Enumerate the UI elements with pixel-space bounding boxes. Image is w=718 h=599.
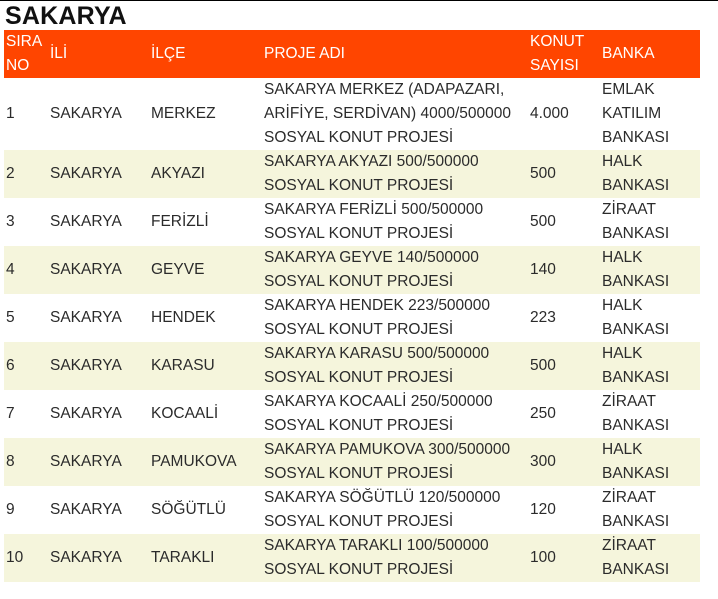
cell-sira-no: 9 [6, 501, 15, 518]
cell-sira-no: 6 [4, 342, 48, 390]
cell-banka: ZİRAAT BANKASI [602, 201, 670, 242]
table-body [4, 78, 700, 582]
cell-konut-sayisi: 120 [530, 501, 556, 518]
header-row [4, 30, 700, 78]
table-row [4, 534, 700, 582]
table-row [4, 246, 700, 294]
cell-banka: ZİRAAT BANKASI [600, 534, 700, 582]
cell-banka: HALK BANKASI [600, 438, 700, 486]
table-row [4, 78, 700, 150]
cell-ilce: HENDEK [151, 309, 216, 326]
cell-ili: SAKARYA [50, 105, 122, 122]
table-row [4, 294, 700, 342]
cell-sira-no: 2 [4, 150, 48, 198]
cell-banka: HALK BANKASI [600, 246, 700, 294]
cell-proje-adi: SAKARYA TARAKLI 100/500000 SOSYAL KONUT PROJESİ [262, 534, 528, 582]
cell-konut-sayisi: 223 [530, 309, 556, 326]
cell-proje-adi: SAKARYA KOCAALİ 250/500000 SOSYAL KONUT PROJESİ [264, 393, 493, 434]
cell-proje-adi: SAKARYA MERKEZ (ADAPAZARI, ARİFİYE, SERDİVAN) 4000/500000 SOSYAL KONUT PROJESİ [264, 81, 511, 146]
cell-sira-no: 1 [6, 105, 15, 122]
cell-banka: ZİRAAT BANKASI [602, 393, 670, 434]
cell-konut-sayisi: 300 [528, 438, 600, 486]
cell-banka: HALK BANKASI [600, 150, 700, 198]
top-divider [0, 0, 718, 1]
column-header-banka: BANKA [600, 30, 700, 78]
column-header-konut-sayisi: KONUT SAYISI [528, 30, 600, 78]
column-header-sira-no: SIRA NO [4, 30, 48, 78]
cell-banka: HALK BANKASI [600, 342, 700, 390]
cell-sira-no: 7 [6, 405, 15, 422]
cell-ili: SAKARYA [50, 213, 122, 230]
cell-banka: HALK BANKASI [602, 297, 670, 338]
table-row [4, 342, 700, 390]
cell-proje-adi: SAKARYA AKYAZI 500/500000 SOSYAL KONUT PROJESİ [262, 150, 528, 198]
table-row [4, 150, 700, 198]
cell-sira-no: 3 [6, 213, 15, 230]
cell-ilce: KOCAALİ [151, 405, 219, 422]
cell-ilce: PAMUKOVA [149, 438, 262, 486]
cell-proje-adi: SAKARYA FERİZLİ 500/500000 SOSYAL KONUT PROJESİ [264, 201, 484, 242]
cell-ilce: AKYAZI [149, 150, 262, 198]
cell-konut-sayisi: 500 [528, 342, 600, 390]
cell-konut-sayisi: 4.000 [530, 105, 569, 122]
cell-konut-sayisi: 500 [530, 213, 556, 230]
page-title: SAKARYA [5, 2, 127, 30]
cell-ilce: FERİZLİ [151, 213, 209, 230]
cell-ilce: SÖĞÜTLÜ [151, 501, 226, 518]
cell-ilce: TARAKLI [149, 534, 262, 582]
table-row [4, 438, 700, 486]
column-header-ilce: İLÇE [149, 30, 262, 78]
housing-projects-table [4, 30, 700, 582]
cell-ilce: GEYVE [149, 246, 262, 294]
cell-sira-no: 10 [4, 534, 48, 582]
cell-ili: SAKARYA [48, 342, 149, 390]
cell-ili: SAKARYA [50, 405, 122, 422]
cell-proje-adi: SAKARYA HENDEK 223/500000 SOSYAL KONUT PROJESİ [264, 297, 491, 338]
cell-sira-no: 4 [4, 246, 48, 294]
cell-sira-no: 8 [4, 438, 48, 486]
cell-proje-adi: SAKARYA KARASU 500/500000 SOSYAL KONUT PROJESİ [262, 342, 528, 390]
cell-ilce: KARASU [149, 342, 262, 390]
cell-ili: SAKARYA [48, 150, 149, 198]
cell-konut-sayisi: 250 [530, 405, 556, 422]
column-header-proje-adi: PROJE ADI [262, 30, 528, 78]
cell-banka: ZİRAAT BANKASI [602, 489, 670, 530]
cell-konut-sayisi: 140 [528, 246, 600, 294]
cell-ili: SAKARYA [50, 501, 122, 518]
cell-proje-adi: SAKARYA GEYVE 140/500000 SOSYAL KONUT PROJESİ [262, 246, 528, 294]
cell-ilce: MERKEZ [151, 105, 216, 122]
table-header [4, 30, 700, 78]
cell-ili: SAKARYA [50, 309, 122, 326]
cell-ili: SAKARYA [48, 534, 149, 582]
cell-proje-adi: SAKARYA PAMUKOVA 300/500000 SOSYAL KONUT PROJESİ [262, 438, 528, 486]
table-row [4, 486, 700, 534]
cell-proje-adi: SAKARYA SÖĞÜTLÜ 120/500000 SOSYAL KONUT PROJESİ [264, 489, 501, 530]
cell-ili: SAKARYA [48, 246, 149, 294]
cell-ili: SAKARYA [48, 438, 149, 486]
cell-sira-no: 5 [6, 309, 15, 326]
cell-konut-sayisi: 100 [528, 534, 600, 582]
cell-konut-sayisi: 500 [528, 150, 600, 198]
table-row [4, 198, 700, 246]
column-header-ili: İLİ [48, 30, 149, 78]
cell-banka: EMLAK KATILIM BANKASI [602, 81, 670, 146]
table-row [4, 390, 700, 438]
